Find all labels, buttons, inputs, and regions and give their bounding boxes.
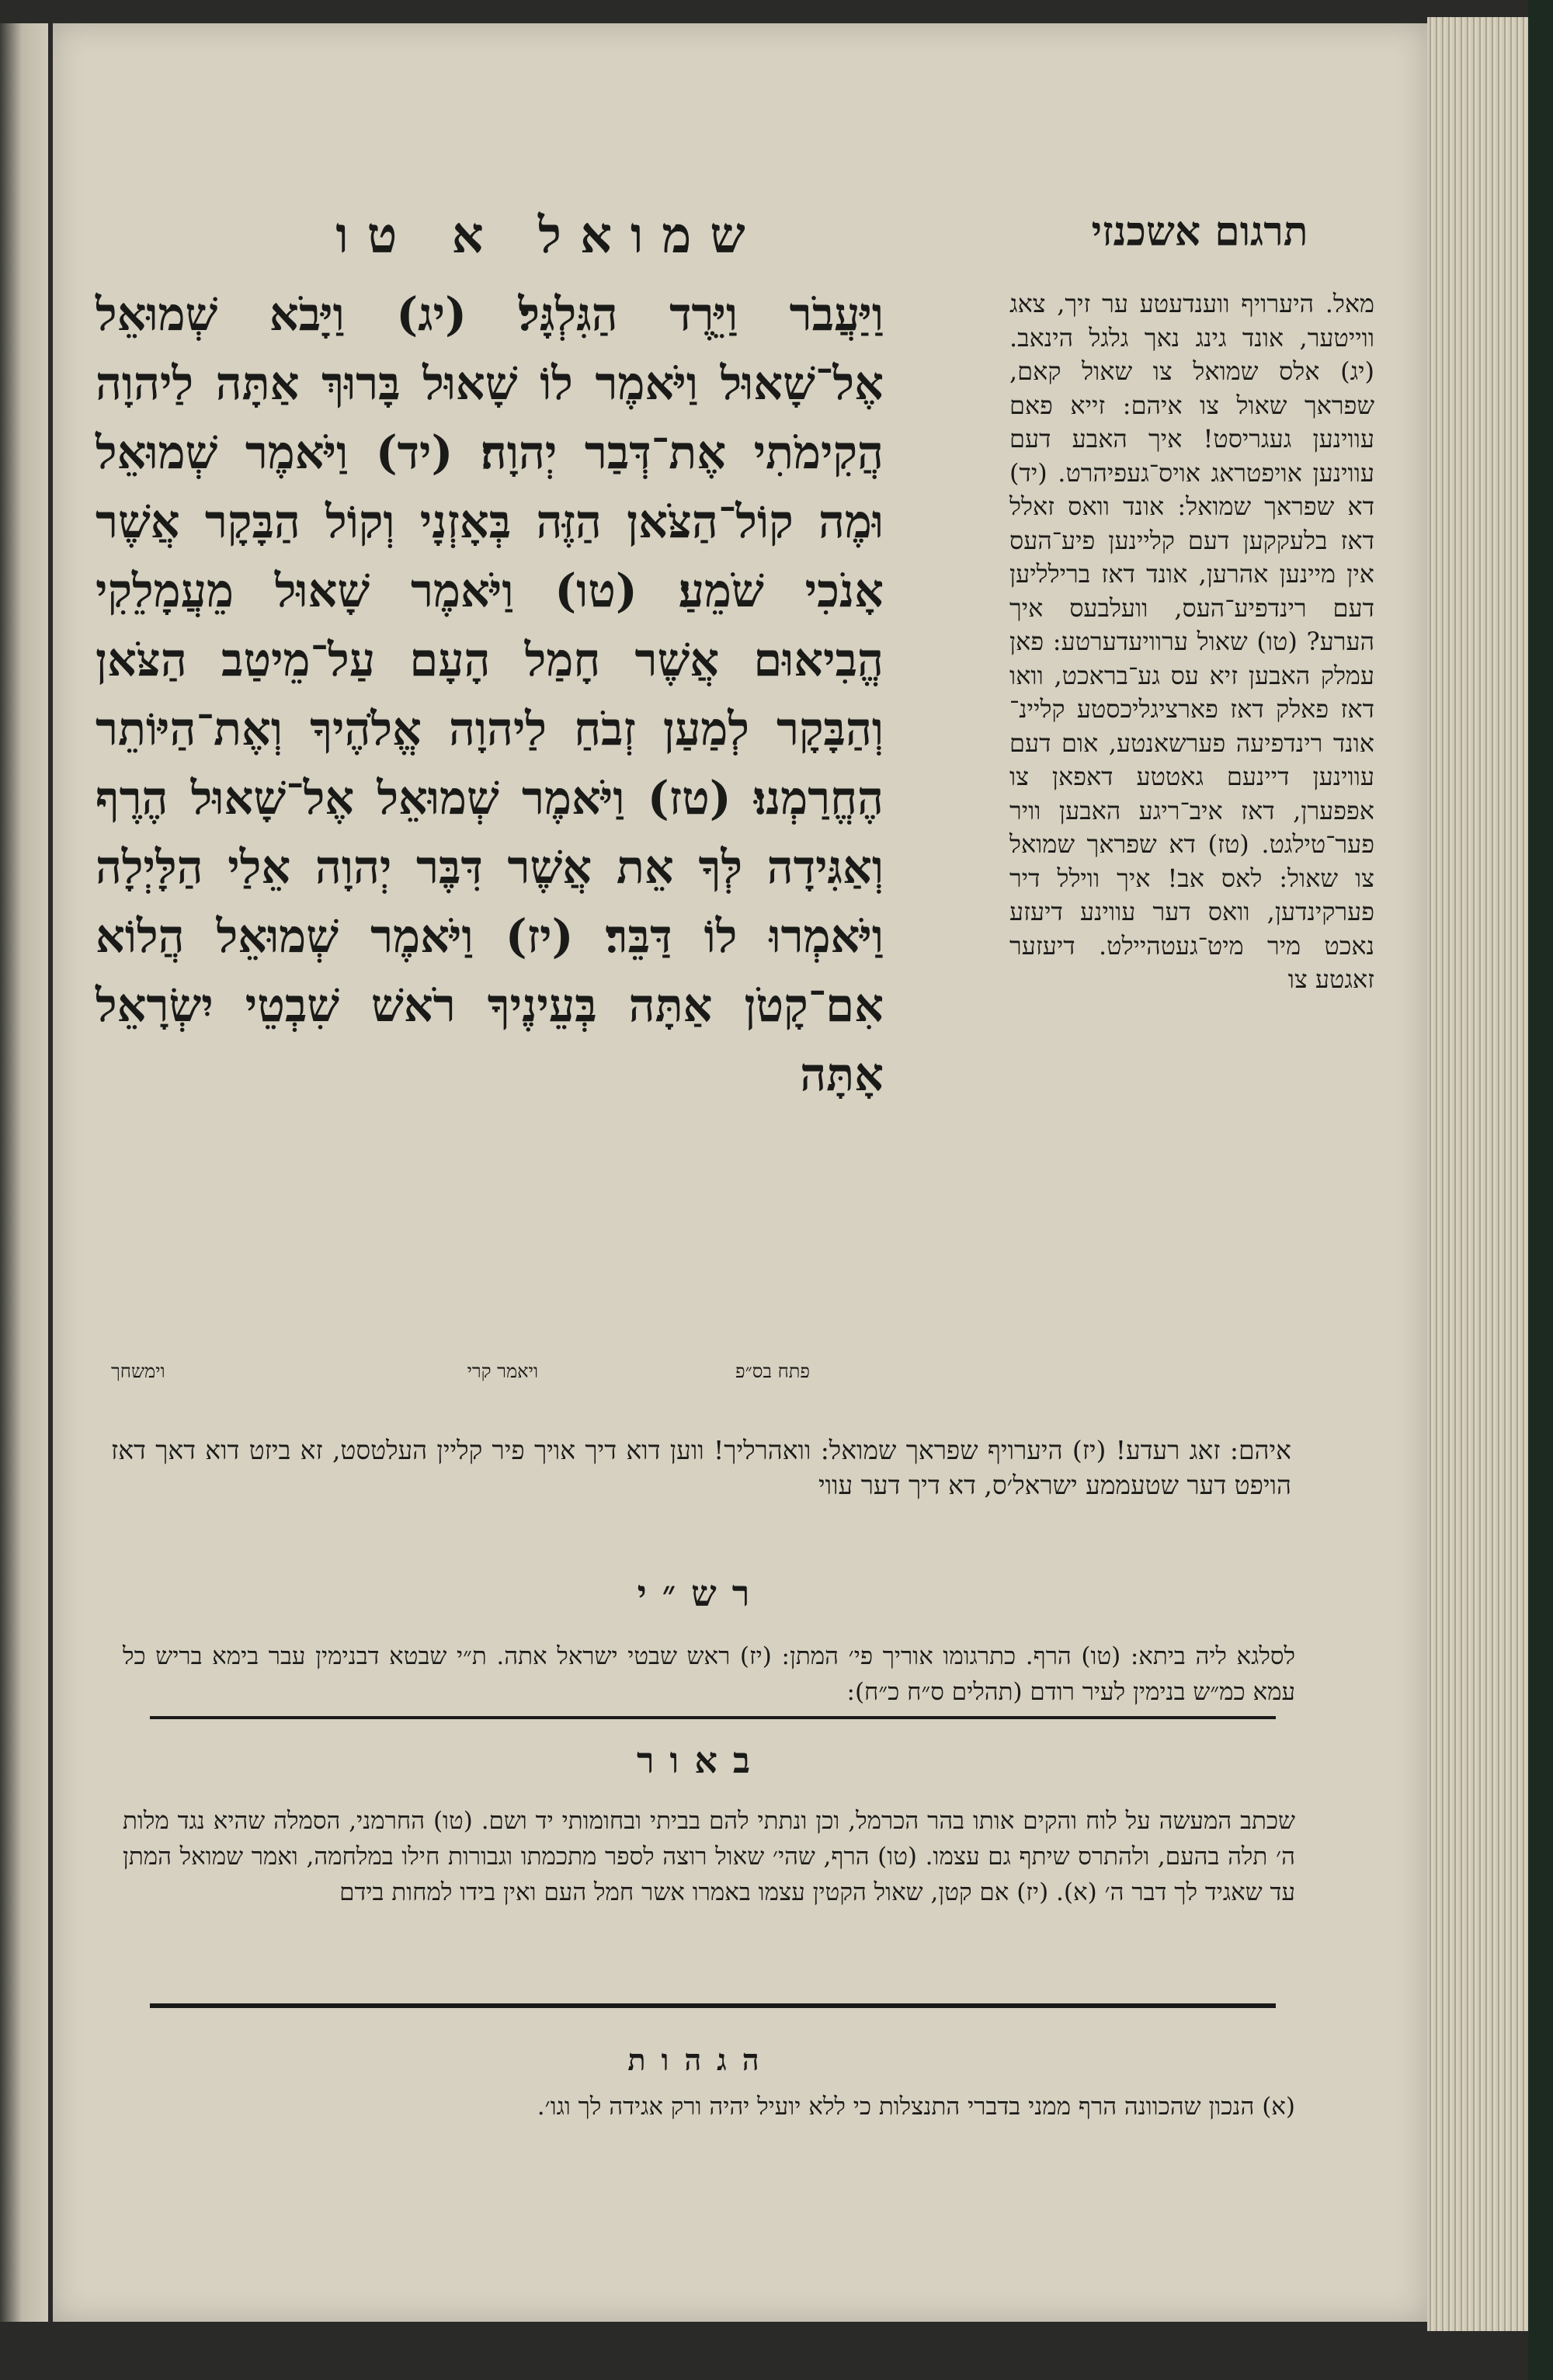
masorah-notes [111,1360,895,1392]
biur-text: שכתב המעשה על לוח והקים אותו בהר הכרמל, וכן ונתתי להם בביתי ובחומותי יד ושם. (טו) החרמני, הסמלה שהיא נגד מלות ה׳ תלה בהעם, ולהתרס שיתף גם עצמו. (טו) הרף, שהי׳ שאול רוצה לספר מתכמתו וגבורות חילו במלחמה, ואמר שמואל המתן עד שאגיד לך דבר ה׳ (א). (יז) אם קטן, שאול הקטין עצמו באמרו אשר חמל העם ואין בידו למחות בידם [123,1807,1295,1906]
rashi-text: לסלגא ליה ביתא: (טו) הרף. כתרגומו אוריך פי׳ המתן: (יז) ראש שבטי ישראל אתה. ת״י שבטא דבנימין עבר בימא בריש כל עמא כמ״ש בנימין לעיר רודם (תהלים ס״ח כ״ח): [123,1642,1295,1706]
previous-page-edge [0,23,48,2322]
hagahot-title: הגהות [627,2042,775,2077]
page-content [53,23,1427,2322]
section-divider [150,2003,1276,2008]
biur-title: באור [636,1739,766,1781]
hebrew-main-text: וַיַּעֲבֹר וַיֵּרֶד הַגִּלְגָּל׃ (יג) וַיָּבֹא שְׁמוּאֵל אֶל־שָׁאוּל וַיֹּאמֶר לוֹ שָׁאוּל בָּרוּךְ אַתָּה לַיהוָה הֲקִימֹתִי אֶת־דְּבַר יְהוָה׃ (יד) וַיֹּאמֶר שְׁמוּאֵל וּמֶה קוֹל־הַצֹּאן הַזֶּה בְּאָזְנָי וְקוֹל הַבָּקָר אֲשֶׁר אָנֹכִי שֹׁמֵעַ׃ (טו) וַיֹּאמֶר שָׁאוּל מֵעֲמָלֵקִי הֱבִיאוּם אֲשֶׁר חָמַל הָעָם עַל־מֵיטַב הַצֹּאן וְהַבָּקָר לְמַעַן זְבֹחַ לַיהוָה אֱלֹהֶיךָ וְאֶת־הַיּוֹתֵר הֶחֱרַמְנוּ׃ (טז) וַיֹּאמֶר שְׁמוּאֵל אֶל־שָׁאוּל הֶרֶף וְאַגִּידָה לְּךָ אֵת אֲשֶׁר דִּבֶּר יְהוָה אֵלַי הַלָּיְלָה וַיֹּאמְרוּ לוֹ דַּבֵּר׃ (יז) וַיֹּאמֶר שְׁמוּאֵל הֲלוֹא אִם־קָטֹן אַתָּה בְּעֵינֶיךָ רֹאשׁ שִׁבְטֵי יִשְׂרָאֵל אָתָּה [96,287,884,1101]
masorah-note: פתח בס״פ [735,1360,810,1382]
book-cover [1528,0,1553,2380]
masorah-note: ויאמר קרי [467,1360,538,1382]
german-translation-column: מאל. היערויף ווענדעטע ער זיך, צאג ווייטער, אונד גינג נאך גלגל הינאב. (יג) אלס שמואל צו שאול קאם, שפראך שאול צו איהם: זייא פאם עווינען געגריסט! איך האבע דעם עווינען אויפטראג אויס־געפיהרט. (יד) דא שפראך שמואל: אונד וואס זאלל דאז בלעקקען דעם קליינען פיע־העס אין מיינען אהרען, אונד דאז ברילליען דעם רינדפיע־העס, וועלבעס איך הערע? (טו) שאול ערוויעדערטע: פאן עמלק האבען זיא עס גע־בראכט, וואו דאז פאלק דאז פארציגליכסטע קליינ־ אונד רינדפיעה פערשאנטע, אום דעם עווינען דיינעם גאטטע דאפאן צו אפפערן, דאז איב־ריגע האבען וויר פער־טילגט. (טז) דא שפראך שמואל צו שאול: לאס אב! איך ווילל דיר פערקינדען, וואס דער עווינע דיעזע נאכט מיר מיט־געטהיילט. דיעזער זאגטע צו [1009,289,1374,994]
rashi-title: רש״י [637,1572,766,1614]
chapter-header: שמואל א טו [335,207,764,265]
masorah-note: וימשחך [111,1360,165,1382]
section-divider [150,1716,1276,1719]
page-block-edges [1427,17,1528,2331]
translation-header: תרגום אשכנזי [1091,208,1308,255]
german-translation-continuation: איהם: זאג רעדע! (יז) היערויף שפראך שמואל: וואהרליך! ווען דוא דיך אויך פיר קליין העלטסט, זא ביזט דוא דאך דאז הויפט דער שטעממע ישראל׳ס, דא דיך דער עווי [111,1435,1291,1500]
hagahot-text: (א) הנכון שהכוונה הרף ממני בדברי התנצלות כי ללא יועיל יהיה ורק אגידה לך וגו׳. [537,2093,1295,2121]
book-page [53,23,1427,2322]
